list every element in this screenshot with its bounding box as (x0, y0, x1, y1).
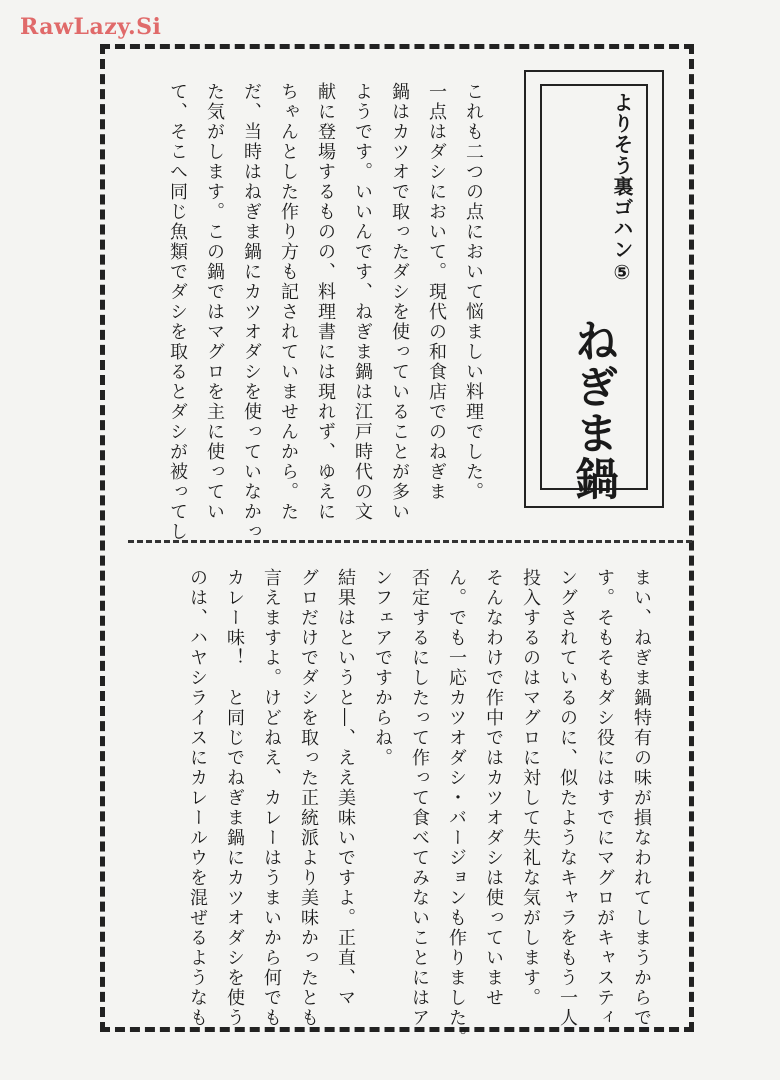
text-column: 結果はというと―、ええ美味いですよ。正直、マ (335, 568, 356, 1008)
watermark-logo: RawLazy.Si (20, 14, 162, 40)
text-column: グロだけでダシを取った正統派より美味かったとも (298, 568, 319, 1028)
text-column: ようです。いいんです、ねぎま鍋は江戸時代の文 (352, 82, 373, 522)
text-column: 否定するにしたって作って食べてみないことにはア (409, 568, 430, 1028)
text-column: 鍋はカツオで取ったダシを使っていることが多い (389, 82, 410, 522)
text-column: のは、ハヤシライスにカレールウを混ぜるようなも (187, 568, 208, 1028)
text-column: これも二つの点において悩ましい料理でした。 (463, 82, 484, 502)
text-column: ンフェアですからね。 (372, 568, 393, 768)
text-column: 一点はダシにおいて。現代の和食店でのねぎま (426, 82, 447, 502)
text-column: ん。でも一応カツオダシ・バージョンも作りました。 (446, 568, 467, 1048)
recipe-title: ねぎま鍋 (567, 318, 618, 502)
series-label: よりそう裏ゴハン⑤ (610, 92, 634, 285)
text-column: 投入するのはマグロに対して失礼な気がします。 (520, 568, 541, 1008)
text-column: ちゃんとした作り方も記されていませんから。た (278, 82, 299, 522)
bottom-text-block (179, 568, 660, 1048)
text-column: て、そこへ同じ魚類でダシを取るとダシが被ってし (167, 82, 188, 542)
text-column: 言えますよ。けどねえ、カレーはうまいから何でも (261, 568, 282, 1028)
text-column: 献に登場するものの、料理書には現れず、ゆえに (315, 82, 336, 522)
text-column: そんなわけで作中ではカツオダシは使っていませ (483, 568, 504, 1008)
top-text-block (159, 82, 492, 542)
text-column: ングされているのに、似たようなキャラをもう一人 (557, 568, 578, 1028)
text-column: す。そもそもダシ役にはすでにマグロがキャスティ (594, 568, 615, 1028)
text-column: まい、ねぎま鍋特有の味が損なわれてしまうからで (631, 568, 652, 1028)
text-column: カレー味！ と同じでねぎま鍋にカツオダシを使う (224, 568, 245, 1028)
text-column: た気がします。この鍋ではマグロを主に使ってい (204, 82, 225, 522)
section-divider (128, 540, 692, 543)
text-column: だ、当時はねぎま鍋にカツオダシを使っていなかっ (241, 82, 262, 542)
